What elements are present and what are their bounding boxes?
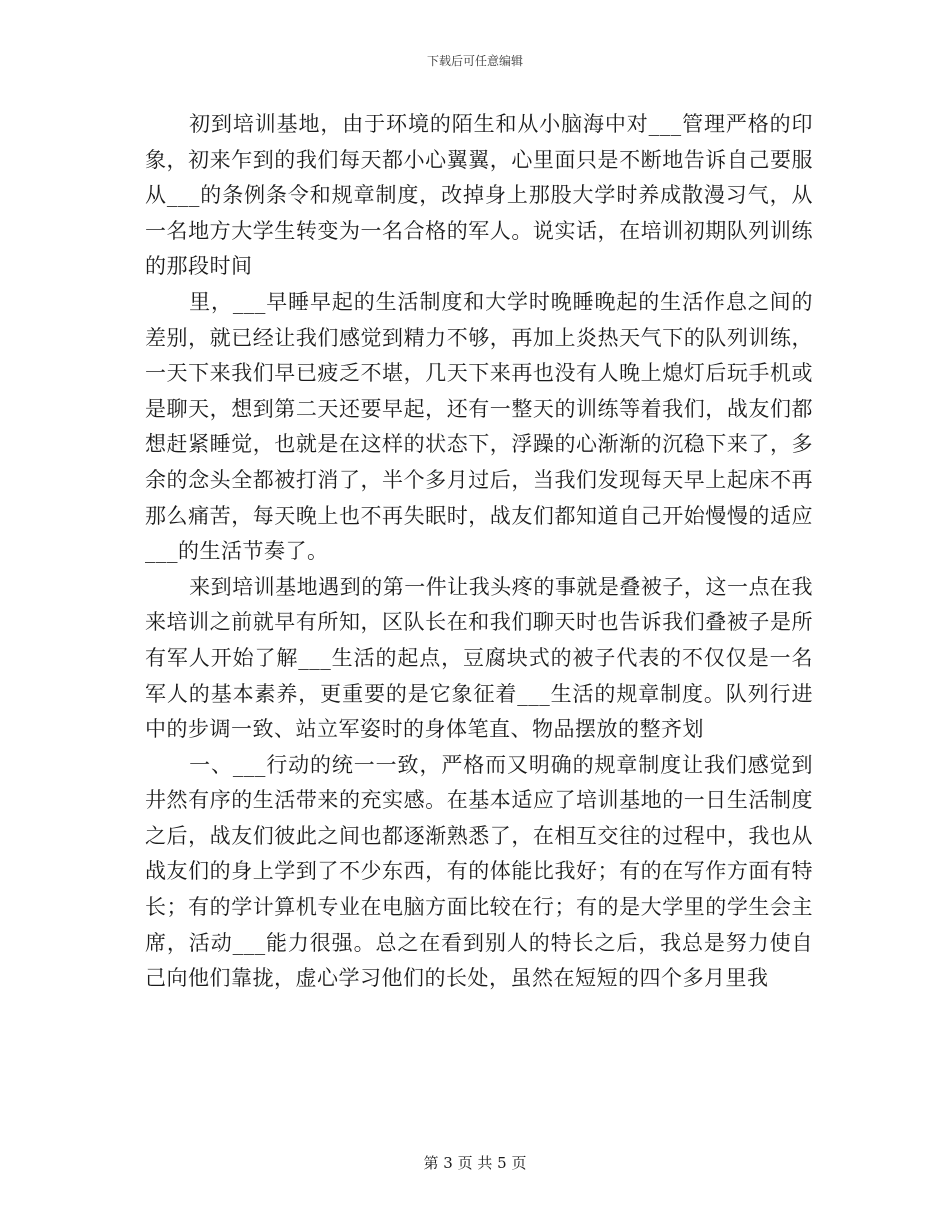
body-text <box>145 107 813 997</box>
paragraph-4: 一、___行动的统一一致，严格而又明确的规章制度让我们感觉到井然有序的生活带来的充实感。在基本适应了培训基地的一日生活制度之后，战友们彼此之间也都逐渐熟悉了，在相互交往的过程中，我也从战友们的身上学到了不少东西，有的体能比我好；有的在写作方面有特长；有的学计算机专业在电脑方面比较在行；有的是大学里的学生会主席，活动___能力很强。总之在看到别人的特长之后，我总是努力使自己向他们靠拢，虚心学习他们的长处，虽然在短短的四个多月里我 <box>145 752 813 991</box>
page-header: 下载后可任意编辑 <box>426 54 523 68</box>
paragraph-2: 里，___早睡早起的生活制度和大学时晚睡晚起的生活作息之间的差别，就已经让我们感觉到精力不够，再加上炎热天气下的队列训练，一天下来我们早已疲乏不堪，几天下来再也没有人晚上熄灯后玩手机或是聊天，想到第二天还要早起，还有一整天的训练等着我们，战友们都想赶紧睡觉，也就是在这样的状态下，浮躁的心渐渐的沉稳下来了，多余的念头全都被打消了，半个多月过后，当我们发现每天早上起床不再那么痛苦，每天晚上也不再失眠时，战友们都知道自己开始慢慢的适应___的生活节奏了。 <box>145 289 813 564</box>
paragraph-3: 来到培训基地遇到的第一件让我头疼的事就是叠被子，这一点在我来培训之前就早有所知，区队长在和我们聊天时也告诉我们叠被子是所有军人开始了解___生活的起点，豆腐块式的被子代表的不仅仅是一名军人的基本素养，更重要的是它象征着___生活的规章制度。队列行进中的步调一致、站立军姿时的身体笔直、物品摆放的整齐划 <box>145 574 813 742</box>
page-footer: 第 3 页 共 5 页 <box>423 1154 527 1172</box>
paragraph-1: 初到培训基地，由于环境的陌生和从小脑海中对___管理严格的印象，初来乍到的我们每天都小心翼翼，心里面只是不断地告诉自己要服从___的条例条令和规章制度，改掉身上那股大学时养成散漫习气，从一名地方大学生转变为一名合格的军人。说实话，在培训初期队列训练的那段时间 <box>145 112 813 279</box>
